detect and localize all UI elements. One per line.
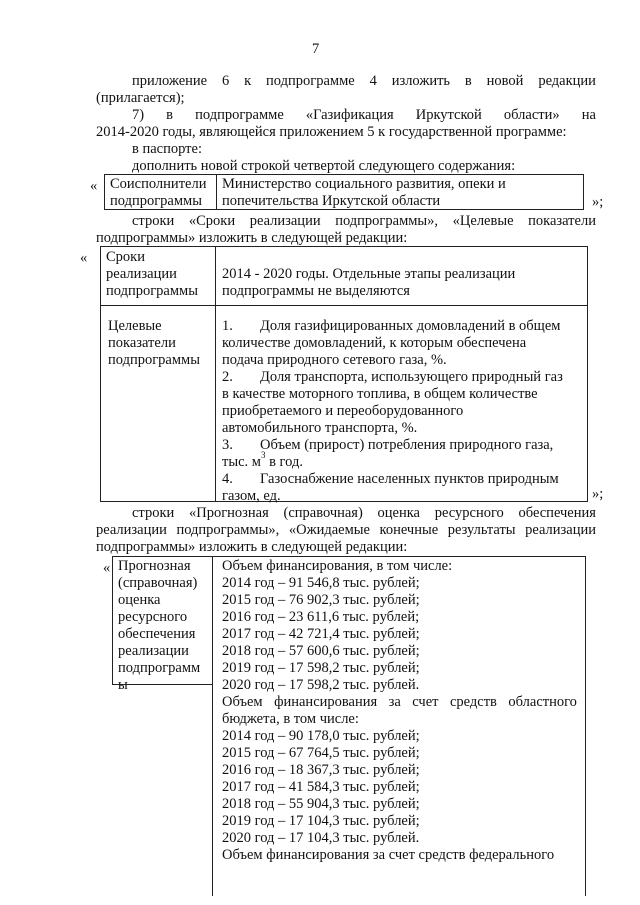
intro-line-3: 7) в подпрограмме «Газификация Иркутской области» на (132, 107, 596, 123)
t2-r2-label: Целевые показатели подпрограммы (108, 318, 200, 368)
p2-line-2: подпрограммы» изложить в следующей редакции: (96, 230, 408, 246)
p3-line-1: строки «Прогнозная (справочная) оценка ресурсного обеспечения (132, 505, 596, 521)
t3-label: Прогнозная (справочная) оценка ресурсного обеспечения реализации подпрограмм ы (118, 558, 201, 693)
quote-close-1: »; (592, 194, 604, 210)
intro-line-6: дополнить новой строкой четвертой следующего содержания: (132, 158, 516, 174)
target-item-4: 4. Газоснабжение населенных пунктов природным (222, 471, 559, 487)
quote-open-3: « (103, 560, 111, 576)
target-item-2: 2. Доля транспорта, использующего природный газ (222, 369, 563, 385)
t1-value: Министерство социального развития, опеки и попечительства Иркутской области (222, 176, 506, 209)
intro-line-5: в паспорте: (132, 141, 202, 157)
total-funding-head: Объем финансирования, в том числе: (222, 558, 453, 574)
t2-r1-value: 2014 - 2020 годы. Отдельные этапы реализации подпрограммы не выделяются (222, 266, 516, 299)
p3-line-2: реализации подпрограммы», «Ожидаемые конечные результаты реализации (96, 522, 596, 538)
federal-funding-head: Объем финансирования за счет средств федерального (222, 847, 555, 863)
intro-line-4: 2014-2020 годы, являющейся приложением 5 к государственной программе: (96, 124, 567, 140)
intro-line-1: приложение 6 к подпрограмме 4 изложить в новой редакции (132, 73, 596, 89)
p2-line-1: строки «Сроки реализации подпрограммы», «Целевые показатели (132, 213, 596, 229)
quote-open-2: « (80, 250, 88, 266)
quote-close-2: »; (592, 486, 604, 502)
t1-label: Соисполнители подпрограммы (110, 176, 207, 209)
t3-regional: бюджета, в том числе: 2014 год – 90 178,0 тыс. рублей; 2015 год – 67 764,5 тыс. рублей; 2016 год – 18 367,3 тыс. рублей; 2017 год – 41 584,3 тыс. рублей; 2018 год – 55 904,3 тыс. рублей; 2019 год – 17 104,3 тыс. рублей; 2020 год – 17 104,3 тыс. рублей. Объем финансирования за счет средств федерального (222, 711, 555, 863)
regional-funding-head: Объем финансирования за счет средств областного (222, 694, 577, 710)
quote-open-1: « (90, 178, 98, 194)
intro-line-2: (прилагается); (96, 90, 185, 106)
t3-value: Объем финансирования, в том числе: 2014 год – 91 546,8 тыс. рублей; 2015 год – 76 902,3 тыс. рублей; 2016 год – 23 611,6 тыс. рублей; 2017 год – 42 721,4 тыс. рублей; 2018 год – 57 600,6 тыс. рублей; 2019 год – 17 598,2 тыс. рублей; 2020 год – 17 598,2 тыс. рублей. (222, 558, 453, 693)
t2-r1-label: Сроки реализации подпрограммы (106, 249, 198, 299)
t2-r2-value: 1. Доля газифицированных домовладений в общем количестве домовладений, к которым обеспечена подача природного сетевого газа, %. 2. Доля транспорта, использующего природный газ в качестве моторного топлива, в общем количестве приобретаемого и переоборудованного автомобильного транспорта, %. 3. Объем (прирост) потребления природного газа, тыс. $м^3$ в год. 4. Газоснабжение населенных пунктов природным газом, ед. (222, 318, 563, 504)
target-item-3: 3. Объем (прирост) потребления природного газа, (222, 437, 554, 453)
p3-line-3: подпрограммы» изложить в следующей редакции: (96, 539, 408, 555)
page-number: 7 (312, 41, 320, 57)
target-item-1: 1. Доля газифицированных домовладений в общем (222, 318, 561, 334)
